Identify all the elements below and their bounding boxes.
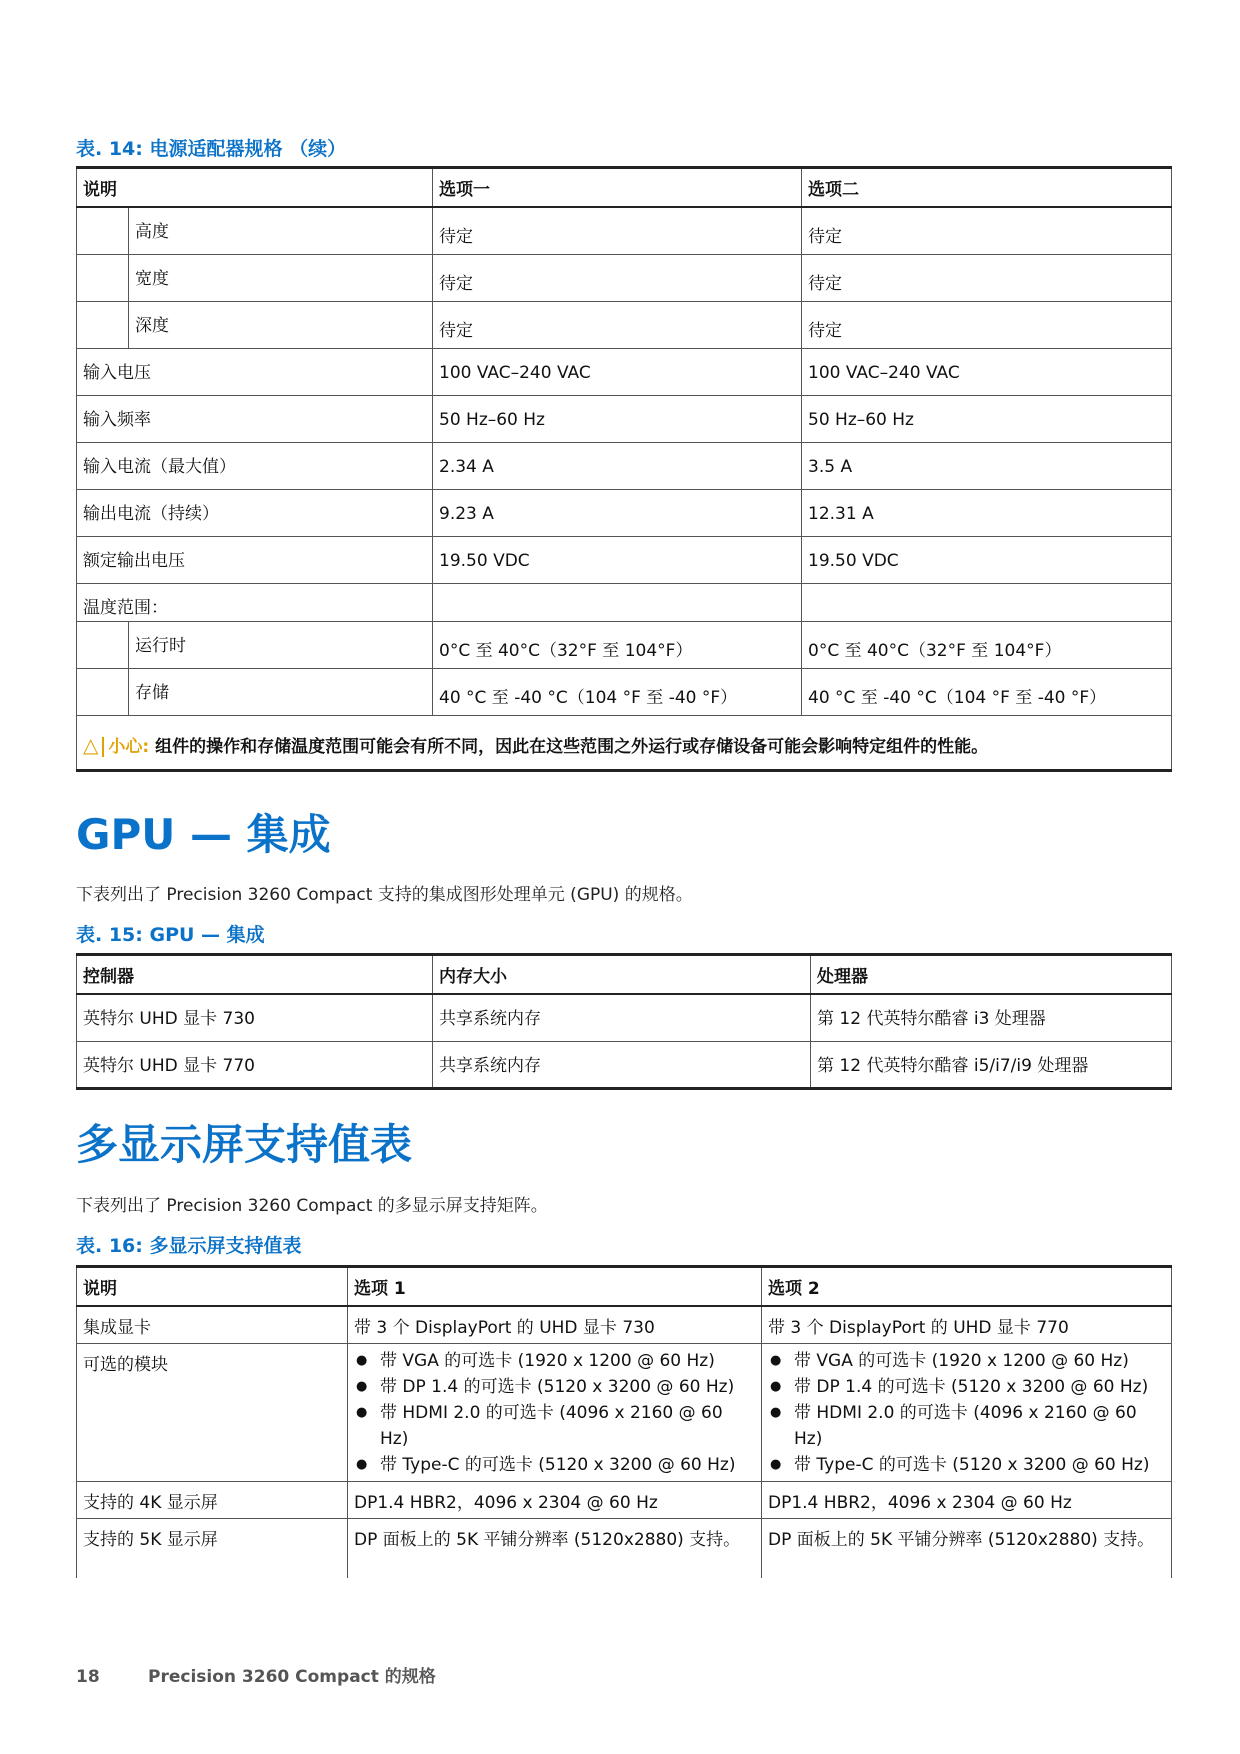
row-label: 存储 [129,668,433,715]
multi-display-table [76,1265,1172,1578]
header-option2: 选项二 [802,168,1172,208]
table-row [77,254,1172,301]
row-label: 深度 [129,301,433,348]
gpu-table [76,953,1172,1090]
row-option2: DP1.4 HBR2，4096 x 2304 @ 60 Hz [762,1481,1172,1518]
header-controller: 控制器 [77,955,433,995]
list-item: ● 带 VGA 的可选卡 (1920 x 1200 @ 60 Hz) [794,1348,1165,1374]
row-option1: 2.34 A [433,442,802,489]
cell-controller: 英特尔 UHD 显卡 770 [77,1041,433,1088]
list-item: ● 带 HDMI 2.0 的可选卡 (4096 x 2160 @ 60 Hz) [380,1400,755,1452]
list-item: ● 带 HDMI 2.0 的可选卡 (4096 x 2160 @ 60 Hz) [794,1400,1165,1452]
row-option2: 待定 [802,301,1172,348]
table16-caption: 表. 16: 多显示屏支持值表 [76,1235,302,1257]
table-header-row [77,955,1172,995]
row-option2: 19.50 VDC [802,536,1172,583]
row-option2: 12.31 A [802,489,1172,536]
caution-row [77,715,1172,770]
cell-memory: 共享系统内存 [433,994,811,1041]
table14-caption: 表. 14: 电源适配器规格 （续） [76,138,347,160]
list-item: ● 带 Type-C 的可选卡 (5120 x 3200 @ 60 Hz) [380,1452,755,1478]
display-section-title: 多显示屏支持值表 [76,1120,413,1169]
table-row [77,1306,1172,1343]
row-label: 温度范围： [77,583,433,621]
row-option2: 50 Hz–60 Hz [802,395,1172,442]
header-description: 说明 [77,168,433,208]
row-option1: 9.23 A [433,489,802,536]
row-label: 可选的模块 [77,1343,348,1481]
display-section-intro: 下表列出了 Precision 3260 Compact 的多显示屏支持矩阵。 [76,1196,548,1216]
row-option2: 待定 [802,254,1172,301]
list-item: ● 带 DP 1.4 的可选卡 (5120 x 3200 @ 60 Hz) [380,1374,755,1400]
gpu-section-title: GPU — 集成 [76,810,331,859]
header-option1: 选项 1 [348,1267,762,1307]
row-option1: 0°C 至 40°C（32°F 至 104°F） [433,621,802,668]
gpu-section-intro: 下表列出了 Precision 3260 Compact 支持的集成图形处理单元 (GPU) 的规格。 [76,885,693,905]
table-row [77,1481,1172,1518]
row-option1: DP 面板上的 5K 平铺分辨率 (5120x2880) 支持。 [348,1518,762,1578]
row-label: 输入电压 [77,348,433,395]
table-row [77,1518,1172,1578]
row-option1: 19.50 VDC [433,536,802,583]
list-item: ● 带 VGA 的可选卡 (1920 x 1200 @ 60 Hz) [380,1348,755,1374]
row-label: 支持的 4K 显示屏 [77,1481,348,1518]
row-option2: 3.5 A [802,442,1172,489]
footer-title: Precision 3260 Compact 的规格 [148,1667,436,1687]
table-row [77,994,1172,1041]
row-option2: 带 3 个 DisplayPort 的 UHD 显卡 770 [762,1306,1172,1343]
header-option2: 选项 2 [762,1267,1172,1307]
cell-memory: 共享系统内存 [433,1041,811,1088]
row-label: 宽度 [129,254,433,301]
cell-processor: 第 12 代英特尔酷睿 i5/i7/i9 处理器 [811,1041,1172,1088]
table-row [77,348,1172,395]
row-option2 [762,1343,1172,1481]
table-row [77,536,1172,583]
row-option1: 100 VAC–240 VAC [433,348,802,395]
row-option2: 0°C 至 40°C（32°F 至 104°F） [802,621,1172,668]
row-option2: 待定 [802,207,1172,254]
row-label: 额定输出电压 [77,536,433,583]
table-row [77,668,1172,715]
row-label: 运行时 [129,621,433,668]
table-row [77,301,1172,348]
row-option1: DP1.4 HBR2，4096 x 2304 @ 60 Hz [348,1481,762,1518]
power-adapter-table [76,166,1172,772]
header-memory: 内存大小 [433,955,811,995]
row-label: 输入频率 [77,395,433,442]
table-row [77,442,1172,489]
row-option1: 待定 [433,207,802,254]
cell-processor: 第 12 代英特尔酷睿 i3 处理器 [811,994,1172,1041]
row-option2: 100 VAC–240 VAC [802,348,1172,395]
option2-module-list [768,1348,1165,1478]
table-header-row [77,1267,1172,1307]
page-number: 18 [76,1667,100,1687]
table-row [77,583,1172,621]
option1-module-list [354,1348,755,1478]
header-description: 说明 [77,1267,348,1307]
table-row [77,207,1172,254]
cell-controller: 英特尔 UHD 显卡 730 [77,994,433,1041]
row-label: 高度 [129,207,433,254]
row-option1 [433,583,802,621]
table-row [77,1041,1172,1088]
row-option2 [802,583,1172,621]
row-option1: 待定 [433,301,802,348]
table-row [77,621,1172,668]
row-option1 [348,1343,762,1481]
page-footer [76,1662,436,1687]
row-option2: 40 °C 至 -40 °C（104 °F 至 -40 °F） [802,668,1172,715]
row-option1: 待定 [433,254,802,301]
row-option2: DP 面板上的 5K 平铺分辨率 (5120x2880) 支持。 [762,1518,1172,1578]
row-option1: 40 °C 至 -40 °C（104 °F 至 -40 °F） [433,668,802,715]
list-item: ● 带 Type-C 的可选卡 (5120 x 3200 @ 60 Hz) [794,1452,1165,1478]
row-label: 集成显卡 [77,1306,348,1343]
caution-note [77,715,1172,770]
caution-text: 组件的操作和存储温度范围可能会有所不同，因此在这些范围之外运行或存储设备可能会影响特定组件的性能。 [155,736,989,757]
caution-label: 小心: [108,736,150,757]
header-processor: 处理器 [811,955,1172,995]
table-row [77,1343,1172,1481]
table-header-row [77,168,1172,208]
row-option1: 50 Hz–60 Hz [433,395,802,442]
header-option1: 选项一 [433,168,802,208]
row-label: 输出电流（持续） [77,489,433,536]
table-row [77,395,1172,442]
warning-triangle-icon: △ [83,732,99,757]
table15-caption: 表. 15: GPU — 集成 [76,924,265,946]
row-label: 输入电流（最大值） [77,442,433,489]
row-option1: 带 3 个 DisplayPort 的 UHD 显卡 730 [348,1306,762,1343]
row-label: 支持的 5K 显示屏 [77,1518,348,1578]
list-item: ● 带 DP 1.4 的可选卡 (5120 x 3200 @ 60 Hz) [794,1374,1165,1400]
table-row [77,489,1172,536]
